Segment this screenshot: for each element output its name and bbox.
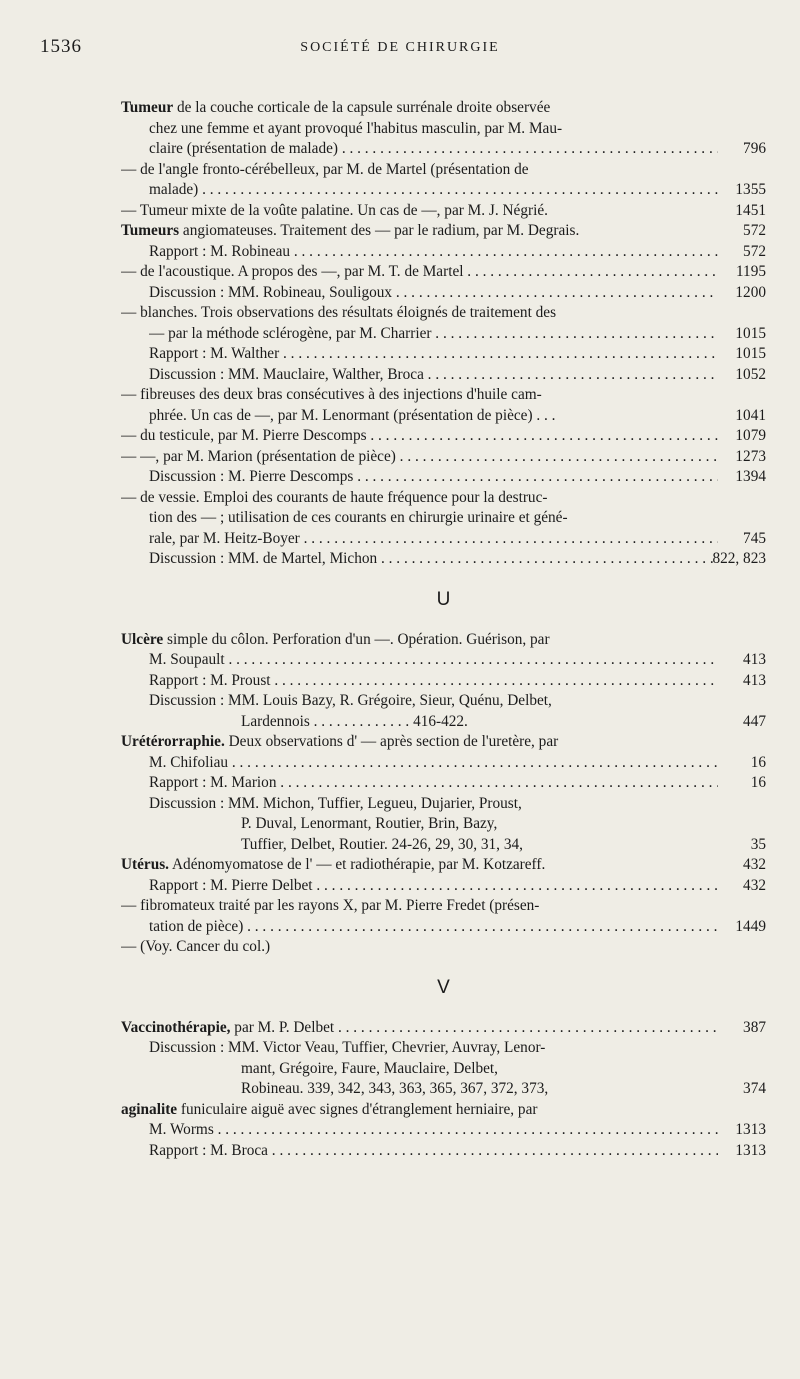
entry-page-ref: 16 — [750, 753, 766, 771]
index-entry — [121, 385, 766, 406]
index-entry — [121, 712, 766, 733]
entry-text: malade) . . . — [149, 180, 718, 201]
index-entry — [121, 98, 766, 119]
index-entry — [121, 467, 766, 488]
entry-text: — fibromateux traité par les rayons X, par M. Pierre Fredet (présen- — [121, 897, 540, 914]
entry-text: Robineau. 339, 342, 343, 363, 365, 367, 372, 373, — [241, 1080, 549, 1097]
entry-text: — de l'acoustique. A propos des —, par M. T. de Martel . . . — [121, 262, 718, 283]
index-entry — [121, 324, 766, 345]
index-entry — [121, 855, 766, 876]
entry-text: Rapport : M. Marion . . . — [149, 773, 718, 794]
entry-text: rale, par M. Heitz-Boyer . . . — [149, 529, 718, 550]
entry-text: — (Voy. Cancer du col.) — [121, 938, 271, 955]
entry-page-ref: 1313 — [735, 1121, 766, 1138]
entry-text: Discussion : MM. Victor Veau, Tuffier, Chevrier, Auvray, Lenor- — [149, 1039, 546, 1056]
entry-page-ref: 432 — [743, 876, 766, 894]
entry-page-ref: 1041 — [735, 406, 766, 424]
index-entry — [121, 650, 766, 671]
entry-page-ref: 1273 — [735, 447, 766, 465]
entry-text: tion des — ; utilisation de ces courants en chirurgie urinaire et géné- — [149, 509, 568, 526]
entry-text: — fibreuses des deux bras consécutives à des injections d'huile cam- — [121, 386, 542, 403]
entry-text: phrée. Un cas de —, par M. Lenormant (présentation de pièce) . . . — [149, 406, 556, 424]
entry-text: mant, Grégoire, Faure, Mauclaire, Delbet, — [241, 1059, 498, 1077]
index-entry — [121, 876, 766, 897]
index-entry — [121, 732, 766, 753]
index-content — [121, 98, 766, 1161]
index-entry — [121, 447, 766, 468]
index-entry — [121, 773, 766, 794]
entry-text: M. Soupault . . . — [149, 650, 718, 671]
entry-text: Discussion : MM. Mauclaire, Walther, Broca . . . — [149, 365, 718, 386]
section-t — [121, 98, 766, 570]
index-entry — [121, 180, 766, 201]
entry-text: — du testicule, par M. Pierre Descomps . . . — [121, 426, 718, 447]
entry-text: Urétérorraphie. Deux observations d' — après section de l'uretère, par — [121, 733, 559, 750]
entry-page-ref: 1394 — [735, 468, 766, 485]
index-entry — [121, 549, 766, 570]
page-number: 1536 — [40, 36, 82, 57]
entry-text: M. Chifoliau . . . — [149, 753, 718, 774]
entry-page-ref: 1015 — [735, 324, 766, 342]
entry-page-ref: 432 — [743, 856, 766, 873]
index-entry — [121, 1141, 766, 1162]
entry-page-ref: 822, 823 — [712, 550, 766, 567]
entry-page-ref: 1451 — [735, 201, 766, 219]
entry-text: — de l'angle fronto-cérébelleux, par M. de Martel (présentation de — [121, 160, 529, 178]
entry-text: Rapport : M. Walther . . . — [149, 344, 718, 365]
entry-page-ref: 1052 — [735, 365, 766, 383]
entry-text: Discussion : MM. Louis Bazy, R. Grégoire, Sieur, Quénu, Delbet, — [149, 692, 552, 709]
entry-text: — par la méthode sclérogène, par M. Charrier . . . — [149, 324, 718, 345]
entry-text: P. Duval, Lenormant, Routier, Brin, Bazy, — [241, 815, 498, 832]
entry-page-ref: 572 — [743, 242, 766, 260]
entry-text: chez une femme et ayant provoqué l'habitus masculin, par M. Mau- — [149, 119, 563, 137]
entry-page-ref: 374 — [743, 1080, 766, 1097]
entry-text: Discussion : MM. Michon, Tuffier, Legueu, Dujarier, Proust, — [149, 794, 522, 812]
entry-text: Rapport : M. Robineau . . . — [149, 242, 718, 263]
entry-text: Tumeur de la couche corticale de la capsule surrénale droite observée — [121, 99, 551, 116]
index-entry — [121, 1018, 766, 1039]
index-entry — [121, 488, 766, 509]
section-letter-v: V — [437, 976, 450, 998]
section-v — [121, 1018, 766, 1162]
entry-text: Utérus. Adénomyomatose de l' — et radiothérapie, par M. Kotzareff. — [121, 856, 546, 873]
index-entry — [121, 671, 766, 692]
index-entry — [121, 814, 766, 835]
entry-text: Tuffier, Delbet, Routier. 24-26, 29, 30, 31, 34, — [241, 835, 523, 853]
entry-page-ref: 413 — [743, 651, 766, 668]
entry-text: Tumeurs angiomateuses. Traitement des — par le radium, par M. Degrais. — [121, 222, 580, 239]
entry-text: aginalite funiculaire aiguë avec signes d'étranglement herniaire, par — [121, 1100, 538, 1118]
entry-text: claire (présentation de malade) . . . — [149, 139, 718, 160]
index-entry — [121, 139, 766, 160]
index-entry — [121, 794, 766, 815]
index-entry — [121, 508, 766, 529]
index-entry — [121, 691, 766, 712]
index-entry — [121, 283, 766, 304]
entry-page-ref: 796 — [743, 140, 766, 157]
entry-page-ref: 16 — [750, 774, 766, 791]
entry-page-ref: 745 — [743, 529, 766, 547]
entry-text: — blanches. Trois observations des résultats éloignés de traitement des — [121, 304, 557, 321]
index-entry — [121, 1100, 766, 1121]
entry-text: M. Worms . . . — [149, 1120, 718, 1141]
page-header — [0, 36, 800, 60]
entry-text: Discussion : MM. Robineau, Souligoux . . . — [149, 283, 718, 304]
index-entry — [121, 1038, 766, 1059]
entry-text: — —, par M. Marion (présentation de pièce) . . . — [121, 447, 718, 468]
index-entry — [121, 365, 766, 386]
index-entry — [121, 426, 766, 447]
index-entry — [121, 835, 766, 856]
index-entry — [121, 344, 766, 365]
section-letter-u: U — [436, 588, 451, 610]
entry-page-ref: 1195 — [735, 263, 766, 280]
entry-page-ref: 1449 — [735, 917, 766, 935]
index-entry — [121, 262, 766, 283]
entry-page-ref: 413 — [743, 671, 766, 689]
index-entry — [121, 221, 766, 242]
entry-page-ref: 1200 — [735, 283, 766, 301]
index-entry — [121, 119, 766, 140]
entry-text: — de vessie. Emploi des courants de haute fréquence pour la destruc- — [121, 488, 548, 506]
entry-page-ref: 1015 — [735, 345, 766, 362]
running-head: SOCIÉTÉ DE CHIRURGIE — [300, 40, 500, 55]
section-u — [121, 630, 766, 958]
index-entry — [121, 160, 766, 181]
entry-text: Rapport : M. Broca . . . — [149, 1141, 718, 1162]
index-entry — [121, 937, 766, 958]
entry-page-ref: 1079 — [735, 427, 766, 444]
entry-text: — Tumeur mixte de la voûte palatine. Un cas de —, par M. J. Négrié. — [121, 201, 548, 219]
index-entry — [121, 406, 766, 427]
entry-text: Lardennois . . . . . . . . . . . . . 416-422. — [241, 712, 468, 730]
entry-text: Ulcère simple du côlon. Perforation d'un —. Opération. Guérison, par — [121, 630, 550, 648]
index-entry — [121, 1079, 766, 1100]
entry-page-ref: 387 — [743, 1018, 766, 1036]
index-entry — [121, 529, 766, 550]
index-entry — [121, 303, 766, 324]
entry-text: Vaccinothérapie, par M. P. Delbet . . . — [121, 1018, 718, 1039]
entry-text: Rapport : M. Proust . . . — [149, 671, 718, 692]
entry-page-ref: 1313 — [735, 1141, 766, 1159]
index-entry — [121, 753, 766, 774]
index-entry — [121, 917, 766, 938]
entry-page-ref: 572 — [743, 222, 766, 239]
entry-text: Discussion : M. Pierre Descomps . . . — [149, 467, 718, 488]
index-entry — [121, 201, 766, 222]
index-entry — [121, 1059, 766, 1080]
index-entry — [121, 1120, 766, 1141]
entry-page-ref: 35 — [750, 835, 766, 853]
index-entry — [121, 242, 766, 263]
entry-text: Discussion : MM. de Martel, Michon . . . — [149, 549, 718, 570]
entry-text: tation de pièce) . . . — [149, 917, 718, 938]
index-entry — [121, 896, 766, 917]
entry-page-ref: 1355 — [735, 181, 766, 198]
entry-text: Rapport : M. Pierre Delbet . . . — [149, 876, 718, 897]
entry-page-ref: 447 — [743, 712, 766, 730]
index-entry — [121, 630, 766, 651]
